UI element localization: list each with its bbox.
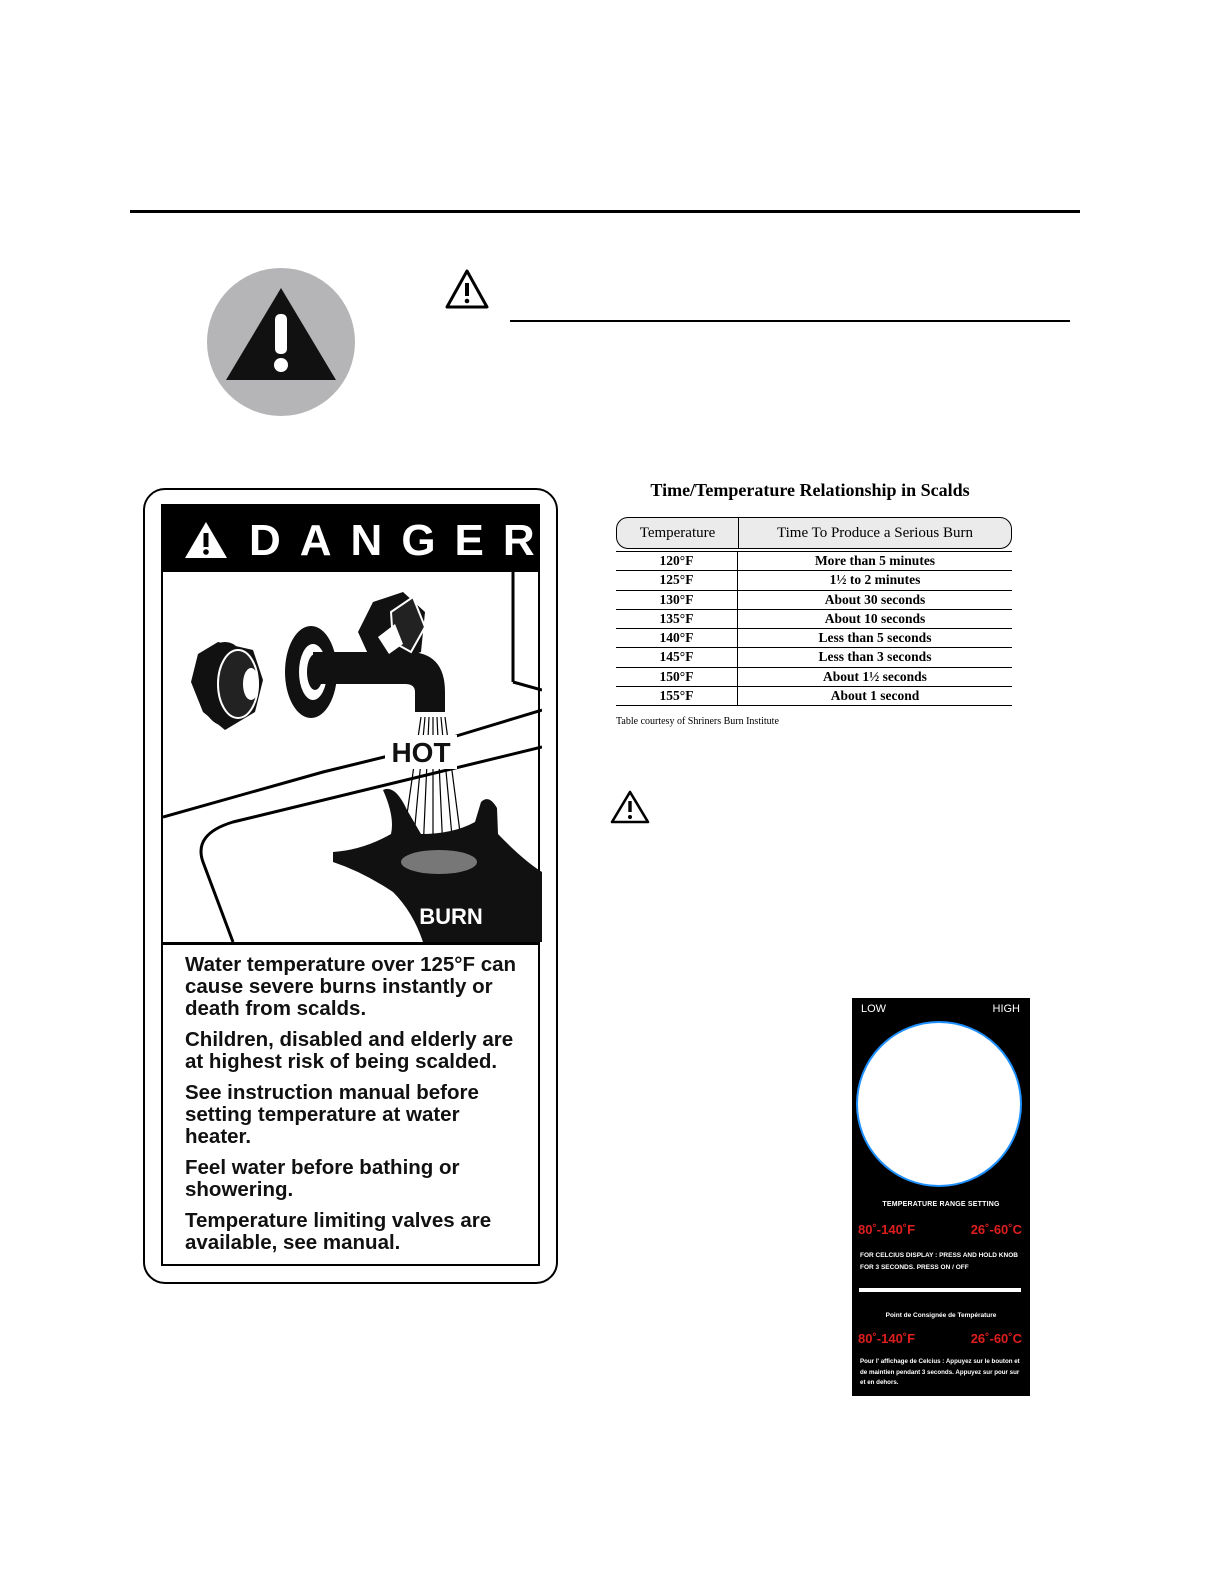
table-row (616, 629, 1012, 648)
cell-temperature: 150°F (616, 668, 738, 686)
burn-label: BURN (419, 904, 483, 929)
danger-paragraph: Children, disabled and elderly are at highest risk of being scalded. (185, 1028, 514, 1073)
top-rule (130, 210, 1080, 213)
danger-paragraph: Water temperature over 125°F can cause severe burns instantly or death from scalds. (185, 953, 517, 1020)
danger-paragraph: See instruction manual before setting temperature at water heater. (185, 1081, 479, 1148)
table-source-note: Table courtesy of Shriners Burn Institute (616, 716, 779, 727)
scald-table-body (616, 551, 1012, 706)
cell-temperature: 130°F (616, 591, 738, 609)
cell-time: 1½ to 2 minutes (829, 572, 921, 588)
cell-temperature: 135°F (616, 610, 738, 628)
danger-heading: DANGER (249, 516, 554, 565)
warning-triangle-icon (444, 268, 490, 310)
column-header-temperature: Temperature (617, 518, 739, 548)
table-row (616, 610, 1012, 629)
scald-table-title: Time/Temperature Relationship in Scalds (650, 480, 970, 500)
danger-header (163, 506, 554, 572)
danger-triangle-icon (183, 520, 229, 560)
cell-temperature: 155°F (616, 687, 738, 705)
table-row (616, 668, 1012, 687)
left-knob-icon (191, 642, 263, 730)
thermostat-panel (852, 998, 1030, 1396)
danger-label-frame (161, 504, 554, 1266)
dial-high-label: HIGH (992, 1003, 1020, 1015)
danger-divider (163, 942, 538, 945)
cell-time: About 1 second (830, 688, 920, 704)
cell-time: About 30 seconds (824, 591, 926, 607)
range-fahrenheit: 80˚-140˚F (858, 1222, 916, 1237)
danger-text-block (185, 954, 524, 1263)
danger-paragraph: Feel water before bathing or showering. (185, 1156, 460, 1201)
danger-paragraph: Temperature limiting valves are available, see manual. (185, 1209, 492, 1254)
warning-triangle-icon (610, 790, 650, 824)
temperature-dial[interactable] (856, 1021, 1022, 1187)
scald-table-header (616, 517, 1012, 549)
range-celsius-fr: 26˚-60˚C (970, 1331, 1022, 1346)
cell-time: About 10 seconds (824, 610, 926, 626)
table-row (616, 552, 1012, 571)
right-knob-icon (358, 592, 425, 662)
cell-time: Less than 5 seconds (818, 630, 932, 646)
celsius-instruction-en: FOR CELCIUS DISPLAY : PRESS AND HOLD KNOB FOR 3 SECONDS. PRESS ON / OFF (860, 1252, 1018, 1271)
celsius-instruction-fr: Pour l' affichage de Celcius : Appuyez sur le bouton et de maintien pendant 3 seconds. Appuyez sur pour sur et en dehors. (860, 1358, 1020, 1386)
scald-table (616, 517, 1012, 706)
cell-temperature: 125°F (616, 571, 738, 589)
table-row (616, 591, 1012, 610)
cell-temperature: 145°F (616, 648, 738, 666)
danger-label (143, 488, 558, 1284)
cell-time: More than 5 minutes (814, 553, 936, 568)
range-setting-title: TEMPERATURE RANGE SETTING (882, 1201, 1000, 1208)
table-row (616, 687, 1012, 706)
cell-time: About 1½ seconds (823, 668, 927, 684)
range-celsius: 26˚-60˚C (970, 1222, 1022, 1237)
table-row (616, 648, 1012, 667)
range-setting-title-fr: Point de Consignée de Température (885, 1312, 997, 1319)
caution-exclamation-icon (205, 266, 357, 418)
scald-faucet-illustration (163, 572, 542, 942)
panel-separator (859, 1288, 1021, 1292)
heading-underline (510, 320, 1070, 322)
cell-temperature: 120°F (616, 552, 738, 570)
dial-low-label: LOW (861, 1003, 887, 1015)
hot-label: HOT (391, 737, 451, 768)
cell-temperature: 140°F (616, 629, 738, 647)
cell-time: Less than 3 seconds (818, 649, 932, 665)
table-row (616, 571, 1012, 590)
column-header-time: Time To Produce a Serious Burn (776, 525, 974, 541)
range-fahrenheit-fr: 80˚-140˚F (858, 1331, 916, 1346)
